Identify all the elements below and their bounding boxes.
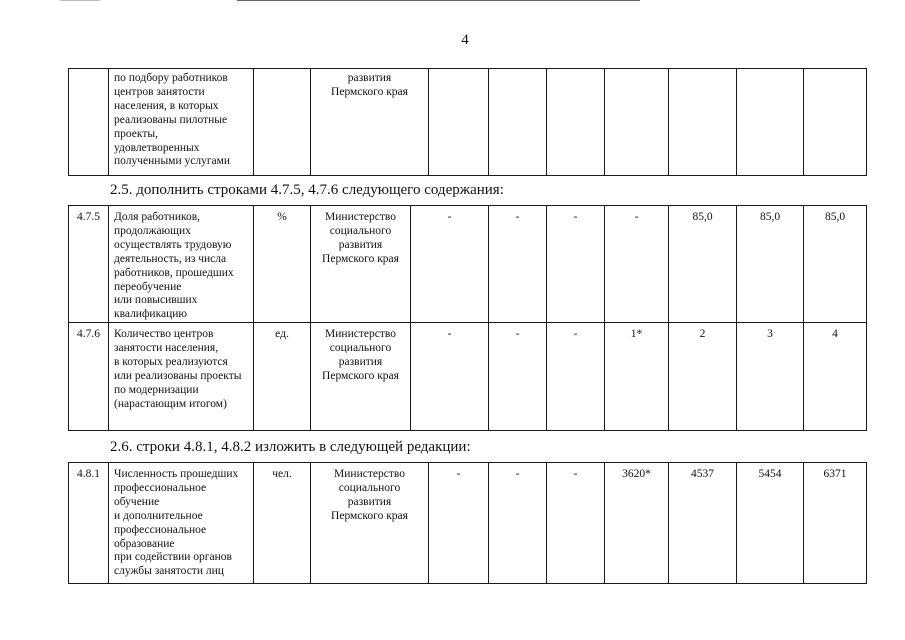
row-4-7-6-value-1: - xyxy=(411,323,489,431)
row-4-8-1-value-7: 6371 xyxy=(804,463,867,584)
row-4-7-5-unit: % xyxy=(254,206,311,323)
row-4-8-1-number: 4.8.1 xyxy=(69,463,109,584)
row-4-8-1-value-4: 3620* xyxy=(605,463,669,584)
page-number: 4 xyxy=(461,32,469,48)
table-row xyxy=(69,69,867,176)
scan-artifact-mark xyxy=(60,0,100,1)
row-4-7-5-value-1: - xyxy=(411,206,489,323)
row-4-7-5-number: 4.7.5 xyxy=(69,206,109,323)
row-4-7-6-value-4: 1* xyxy=(605,323,669,431)
row-4-8-1-value-2: - xyxy=(489,463,547,584)
row-4-7-5-value-3: - xyxy=(547,206,605,323)
table-row xyxy=(69,323,867,431)
scan-edge-line xyxy=(237,0,640,1)
continuation-value-cell-6 xyxy=(737,69,804,176)
section-2-5-table xyxy=(68,205,867,431)
section-2-6-table xyxy=(68,462,867,584)
continuation-value-cell-1 xyxy=(429,69,489,176)
continuation-unit-cell xyxy=(254,69,311,176)
row-4-8-1-unit: чел. xyxy=(254,463,311,584)
row-4-7-6-number: 4.7.6 xyxy=(69,323,109,431)
row-4-8-1-value-3: - xyxy=(547,463,605,584)
row-4-7-6-value-5: 2 xyxy=(669,323,737,431)
row-4-8-1-indicator: Численность прошедших профессиональное обучение и дополнительное профессиональное образование при содействии органов службы занятости лиц xyxy=(109,463,254,584)
row-4-7-6-value-2: - xyxy=(489,323,547,431)
row-4-8-1-value-6: 5454 xyxy=(737,463,804,584)
row-4-8-1-value-1: - xyxy=(429,463,489,584)
row-4-8-1-responsible: Министерство социального развития Пермского края xyxy=(311,463,429,584)
row-4-7-6-indicator: Количество центров занятости населения, в которых реализуются или реализованы проекты по модернизации (нарастающим итогом) xyxy=(109,323,254,431)
row-4-7-6-value-3: - xyxy=(547,323,605,431)
section-2-6-heading: 2.6. строки 4.8.1, 4.8.2 изложить в следующей редакции: xyxy=(110,439,471,455)
continuation-number-cell xyxy=(69,69,109,176)
row-4-7-5-value-6: 85,0 xyxy=(737,206,804,323)
continuation-value-cell-7 xyxy=(804,69,867,176)
row-4-7-6-unit: ед. xyxy=(254,323,311,431)
row-4-7-5-value-4: - xyxy=(605,206,669,323)
row-4-7-5-value-2: - xyxy=(489,206,547,323)
continuation-table xyxy=(68,68,867,176)
row-4-7-5-value-5: 85,0 xyxy=(669,206,737,323)
row-4-7-5-responsible: Министерство социального развития Пермского края xyxy=(311,206,411,323)
table-row xyxy=(69,463,867,584)
continuation-value-cell-5 xyxy=(669,69,737,176)
continuation-indicator-cell: по подбору работников центров занятости населения, в которых реализованы пилотные проекты, удовлетворенных полученными услугами xyxy=(109,69,254,176)
continuation-value-cell-2 xyxy=(489,69,547,176)
row-4-7-5-indicator: Доля работников, продолжающих осуществлять трудовую деятельность, из числа работников, прошедших переобучение или повысивших квалификацию xyxy=(109,206,254,323)
row-4-7-6-value-6: 3 xyxy=(737,323,804,431)
table-row xyxy=(69,206,867,323)
continuation-value-cell-3 xyxy=(547,69,605,176)
section-2-5-heading: 2.5. дополнить строками 4.7.5, 4.7.6 следующего содержания: xyxy=(110,182,504,198)
row-4-7-6-value-7: 4 xyxy=(804,323,867,431)
row-4-7-5-value-7: 85,0 xyxy=(804,206,867,323)
row-4-8-1-value-5: 4537 xyxy=(669,463,737,584)
row-4-7-6-responsible: Министерство социального развития Пермского края xyxy=(311,323,411,431)
continuation-responsible-cell: развития Пермского края xyxy=(311,69,429,176)
continuation-value-cell-4 xyxy=(605,69,669,176)
